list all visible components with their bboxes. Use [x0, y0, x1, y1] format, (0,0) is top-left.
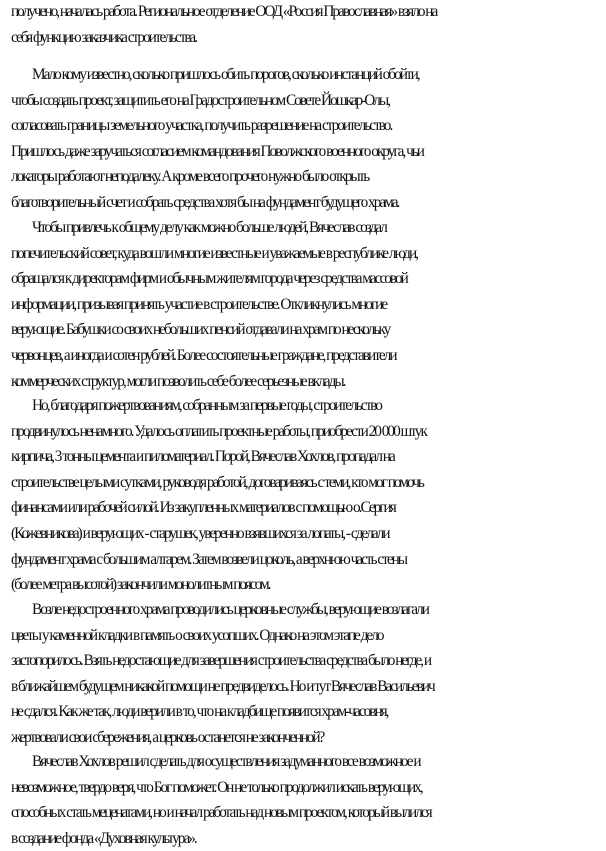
text-line: кирпича, 3 тонны цемента и пиломатериал. Порой, Вячеслав Хохлов, пропадал на: [11, 448, 394, 466]
text-line: обращался к директорам фирм и обычным жителям города через средства массовой: [11, 270, 407, 288]
text-line: Мало кому известно, сколько пришлось обить порогов, сколько инстанций обойти,: [32, 66, 419, 83]
paragraph: [0, 749, 606, 851]
text-line: финансами или рабочей силой. Из закупленных материалов с помощью о.Сергия: [11, 499, 395, 517]
text-line: Чтобы привлечь к общему делу как можно больше людей, Вячеслав создал: [32, 219, 386, 236]
text-line: себя функцию заказчика строительства.: [11, 28, 197, 46]
paragraph: [0, 215, 606, 394]
text-line: Но, благодаря пожертвованиям, собранным за первые годы, строительство: [32, 397, 381, 414]
text-line: не сдался. Как же так, люди верили в то, что на кладбище появится храм-часовня,: [11, 703, 388, 721]
text-line: продвинулось ненамного. Удалось оплатить проектные работы, приобрести 20 000 штук: [11, 422, 426, 440]
text-line: застопорилось. Взять недостающие для завершения строительства средства было негде, и: [11, 652, 431, 670]
text-line: Пришлось даже заручаться согласием командования Поволжского военного округа, чьи: [11, 142, 423, 160]
text-line: Вячеслав Хохлов решил сделать для осуществления задуманного все возможное и: [32, 753, 420, 770]
text-line: получено, началась работа. Региональное отделение ООД «Россия Православная» взяло на: [11, 3, 437, 20]
text-line: фундамент храма с большим алтарем. Затем возвели цоколь, а верхнюю часть стены: [11, 550, 407, 568]
text-line: чтобы создать проект, защитить его на Градостроительном Совете Йошкар-Олы,: [11, 91, 390, 109]
paragraph: [0, 62, 606, 216]
paragraph: [0, 393, 606, 598]
text-line: локаторы работают неподалеку. А кроме всего прочего нужно было открыть: [11, 168, 369, 186]
text-line: жертвовали свои сбережения, а церковь останется не законченной?: [11, 728, 324, 746]
text-line: червонцев, а иногда и сотен рублей. Более состоятельные граждане, представители: [11, 346, 396, 364]
text-line: (более метра высотой) закончили монолитным поясом.: [11, 576, 270, 594]
text-line: информации, призывая принять участие в строительстве. Откликнулись многие: [11, 295, 387, 313]
paragraph: [0, 597, 606, 751]
text-line: цветы у каменной кладки в память о своих усопших. Однако на этом этапе дело: [11, 626, 383, 644]
text-line: невозможное, твердо веря, что Бог поможет. Он не только продолжил искать верующих,: [11, 778, 422, 796]
text-line: строительстве целыми сутками, руководя работой, договариваясь с теми, кто мог помочь: [11, 473, 423, 491]
text-line: попечительский совет, куда вошли многие известные и уважаемые в республике люди,: [11, 244, 417, 262]
paragraph-continuation: [0, 0, 606, 50]
text-line: верующие. Бабушки со своих небольших пенсий отдавали на храм по нескольку: [11, 321, 390, 339]
text-line: в создание фонда «Духовная культура».: [11, 829, 196, 847]
text-line: способных стать меценатами, но и начал работать над новым проектом, который вылился: [11, 804, 431, 822]
text-line: Возле недостроенного храма проводились церковные службы, верующие возлагали: [32, 601, 428, 618]
text-line: (Кожевникова) и верующих - старушек, уверенно взявшихся за лопаты, - сделали: [11, 524, 389, 542]
text-line: в ближайшем будущем никакой помощи не предвиделось. Но и тут Вячеслав Васильевич: [11, 677, 434, 695]
text-line: благотворительный счет и собрать средства хотя бы на фундамент будущего храма.: [11, 193, 399, 211]
text-line: согласовать границы земельного участка, получить разрешение на строительство.: [11, 117, 392, 135]
text-line: коммерческих структур, могли позволить себе более серьезные вклады.: [11, 372, 345, 390]
